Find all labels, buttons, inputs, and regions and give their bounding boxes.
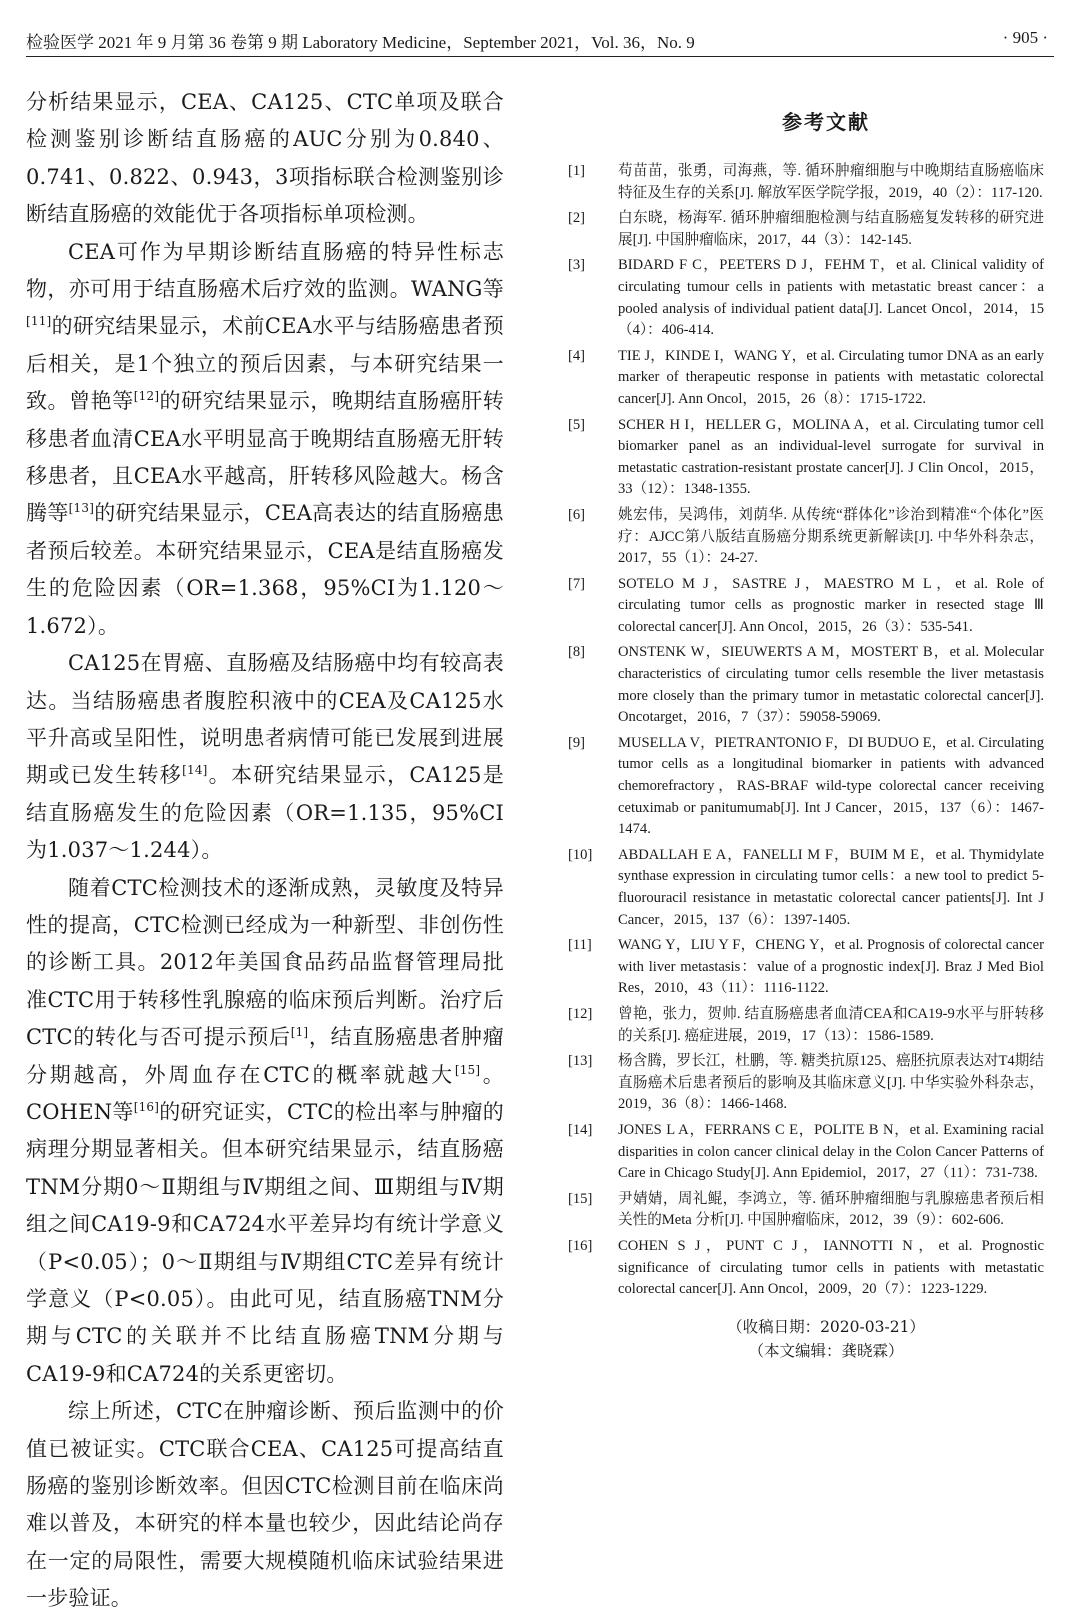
body-paragraph: 随着CTC检测技术的逐渐成熟，灵敏度及特异性的提高，CTC检测已经成为一种新型、非创伤性的诊断工具。2012年美国食品药品监督管理局批准CTC用于转移性乳腺癌的临床预后判断。治疗后CTC的转化与否可提示预后[1]，结直肠癌患者肿瘤分期越高，外周血存在CTC的概率就越大[15]。COHEN等[16]的研究证实，CTC的检出率与肿瘤的病理分期显著相关。但本研究结果显示，结直肠癌TNM分期0～Ⅱ期组与Ⅳ期组之间、Ⅲ期组与Ⅳ期组之间CA19-9和CA724水平差异均有统计学意义（P<0.05）；0～Ⅱ期组与Ⅳ期组CTC差异有统计学意义（P<0.05）。由此可见，结直肠癌TNM分期与CTC的关联并不比结直肠癌TNM分期与CA19-9和CA724的关系更密切。 <box>26 875 504 1386</box>
reference-item <box>568 1236 1044 1301</box>
page-number: · 905 · <box>1002 28 1048 47</box>
citation-marker: [11] <box>26 314 52 329</box>
references-column <box>568 106 1044 1363</box>
reference-item <box>568 1189 1044 1232</box>
reference-text: 尹婧婧，周礼鲲，李鸿立，等. 循环肿瘤细胞与乳腺癌患者预后相关性的Meta 分析[J]. 中国肿瘤临床，2012，39（9）：602-606. <box>618 1190 1044 1229</box>
reference-item <box>568 415 1044 501</box>
reference-number: [5] <box>568 416 586 433</box>
reference-number: [15] <box>568 1190 593 1207</box>
reference-number: [16] <box>568 1237 593 1254</box>
reference-number: [6] <box>568 506 586 523</box>
reference-item <box>568 574 1044 639</box>
reference-number: [12] <box>568 1005 593 1022</box>
reference-item <box>568 935 1044 1000</box>
reference-item <box>568 845 1044 931</box>
citation-marker: [14] <box>182 763 208 778</box>
reference-item <box>568 255 1044 341</box>
body-paragraph: CEA可作为早期诊断结直肠癌的特异性标志物，亦可用于结直肠癌术后疗效的监测。WANG等[11]的研究结果显示，术前CEA水平与结肠癌患者预后相关，是1个独立的预后因素，与本研究结果一致。曾艳等[12]的研究结果显示，晚期结直肠癌肝转移患者血清CEA水平明显高于晚期结直肠癌无肝转移患者，且CEA水平越高，肝转移风险越大。杨含腾等[13]的研究结果显示，CEA高表达的结直肠癌患者预后较差。本研究结果显示，CEA是结直肠癌发生的危险因素（OR=1.368，95%CI为1.120～1.672）。 <box>26 239 505 638</box>
reference-text: SCHER H I，HELLER G，MOLINA A，et al. Circulating tumor cell biomarker panel as an individual-level surrogate for survival in metastatic castration-resistant prostate cancer[J]. J Clin Oncol，2015，33（12）：1348-1355. <box>618 416 1044 498</box>
reference-text: COHEN S J，PUNT C J，IANNOTTI N，et al. Prognostic significance of circulating tumor cells in patients with metastatic colorectal cancer[J]. Ann Oncol，2009，20（7）：1223-1229. <box>618 1237 1044 1298</box>
reference-number: [8] <box>568 644 586 661</box>
references-title: 参考文献 <box>782 110 870 134</box>
reference-item <box>568 1120 1044 1185</box>
reference-item <box>568 1004 1044 1047</box>
body-paragraph: CA125在胃癌、直肠癌及结肠癌中均有较高表达。当结肠癌患者腹腔积液中的CEA及CA125水平升高或呈阳性，说明患者病情可能已发展到进展期或已发生转移[14]。本研究结果显示，CA125是结直肠癌发生的危险因素（OR=1.135，95%CI为1.037～1.244）。 <box>26 651 504 863</box>
reference-text: BIDARD F C，PEETERS D J，FEHM T，et al. Clinical validity of circulating tumour cells in patients with metastatic breast cancer：a pooled analysis of individual patient data[J]. Lancet Oncol，2014，15（4）：406-414. <box>618 257 1044 339</box>
reference-text: WANG Y，LIU Y F，CHENG Y，et al. Prognosis of colorectal cancer with liver metastasis：value of a prognostic index[J]. Braz J Med Biol Res，2010，43（11）：1116-1122. <box>618 937 1044 997</box>
citation-marker: [13] <box>68 501 95 516</box>
reference-text: 姚宏伟，吴鸿伟，刘荫华. 从传统“群体化”诊治到精准“个体化”医疗：AJCC第八版结直肠癌分期系统更新解读[J]. 中华外科杂志，2017，55（1）：24-27. <box>618 506 1044 567</box>
reference-item <box>568 642 1044 728</box>
citation-marker: [12] <box>133 389 160 404</box>
reference-number: [7] <box>568 575 586 592</box>
reference-number: [13] <box>568 1053 593 1070</box>
reference-text: 白东晓，杨海军. 循环肿瘤细胞检测与结直肠癌复发转移的研究进展[J]. 中国肿瘤临床，2017，44（3）：142-145. <box>618 210 1044 248</box>
reference-text: 曾艳，张力，贺帅. 结直肠癌患者血清CEA和CA19-9水平与肝转移的关系[J]. 癌症进展，2019，17（13）：1586-1589. <box>618 1005 1044 1044</box>
reference-number: [9] <box>568 734 586 751</box>
received-date: （收稿日期：2020-03-21） <box>727 1317 925 1336</box>
reference-text: 苟苗苗，张勇，司海燕，等. 循环肿瘤细胞与中晚期结直肠癌临床特征及生存的关系[J]. 解放军医学院学报，2019，40（2）：117-120. <box>618 163 1044 201</box>
reference-number: [14] <box>568 1121 593 1138</box>
reference-item <box>568 208 1044 251</box>
citation-marker: [15] <box>454 1062 481 1077</box>
body-text-column <box>26 84 504 1618</box>
reference-number: [10] <box>568 846 593 863</box>
reference-text: ABDALLAH E A，FANELLI M F，BUIM M E，et al. Thymidylate synthase expression in circulating tumor cells：a new tool to predict 5-fluorouracil resistance in metastatic colorectal cancer patients[J]. Int J Cancer，2015，137（6）：1397-1405. <box>618 846 1044 928</box>
running-header <box>26 26 1054 57</box>
reference-text: MUSELLA V，PIETRANTONIO F，DI BUDUO E，et al. Circulating tumor cells as a longitudinal biomarker in patients with advanced chemorefractory，RAS-BRAF wild-type colorectal cancer receiving cetuximab or panitumumab[J]. Int J Cancer，2015，137（6）：1467-1474. <box>618 734 1044 838</box>
reference-text: JONES L A，FERRANS C E，POLITE B N，et al. Examining racial disparities in colon cancer clinical delay in the Colon Cancer Patterns of Care in Chicago Study[J]. Ann Epidemiol，2017，27（11）：731-738. <box>618 1121 1044 1182</box>
reference-item <box>568 161 1044 204</box>
reference-item <box>568 505 1044 570</box>
body-paragraph: 综上所述，CTC在肿瘤诊断、预后监测中的价值已被证实。CTC联合CEA、CA125可提高结直肠癌的鉴别诊断效率。但因CTC检测目前在临床尚难以普及，本研究的样本量也较少，因此结论尚存在一定的局限性，需要大规模随机临床试验结果进一步验证。 <box>26 1399 504 1611</box>
reference-text: SOTELO M J，SASTRE J，MAESTRO M L，et al. Role of circulating tumor cells as prognostic marker in resected stage Ⅲ colorectal cancer[J]. Ann Oncol，2015，26（3）：535-541. <box>618 575 1044 635</box>
reference-number: [4] <box>568 347 586 364</box>
journal-info: 检验医学 2021 年 9 月第 36 卷第 9 期 Laboratory Medicine，September 2021，Vol. 36，No. 9 <box>26 33 695 52</box>
reference-item <box>568 733 1044 841</box>
reference-text: ONSTENK W，SIEUWERTS A M，MOSTERT B，et al. Molecular characteristics of circulating tumor cells resemble the liver metastasis more closely than the primary tumor in metastatic colorectal cancer[J]. Oncotarget，2016，7（37）：59058-59069. <box>618 644 1044 726</box>
reference-number: [1] <box>568 163 586 179</box>
body-paragraph: 分析结果显示，CEA、CA125、CTC单项及联合检测鉴别诊断结直肠癌的AUC分别为0.840、0.741、0.822、0.943，3项指标联合检测鉴别诊断结直肠癌的效能优于各项指标单项检测。 <box>26 90 504 227</box>
reference-text: 杨含腾，罗长江，杜鹏，等. 糖类抗原125、癌胚抗原表达对T4期结直肠癌术后患者预后的影响及其临床意义[J]. 中华实验外科杂志，2019，36（8）：1466-1468. <box>618 1053 1044 1113</box>
reference-item <box>568 346 1044 411</box>
references-list <box>568 161 1044 1301</box>
reference-item <box>568 1051 1044 1116</box>
reference-text: TIE J，KINDE I，WANG Y，et al. Circulating tumor DNA as an early marker of therapeutic response in patients with metastatic colorectal cancer[J]. Ann Oncol，2015，26（8）：1715-1722. <box>618 347 1044 407</box>
citation-marker: [1] <box>290 1025 309 1040</box>
reference-number: [2] <box>568 210 586 227</box>
citation-marker: [16] <box>133 1099 160 1114</box>
reference-number: [11] <box>568 937 592 954</box>
editor-credit: （本文编辑：龚晓霖） <box>748 1341 904 1360</box>
reference-number: [3] <box>568 257 586 274</box>
